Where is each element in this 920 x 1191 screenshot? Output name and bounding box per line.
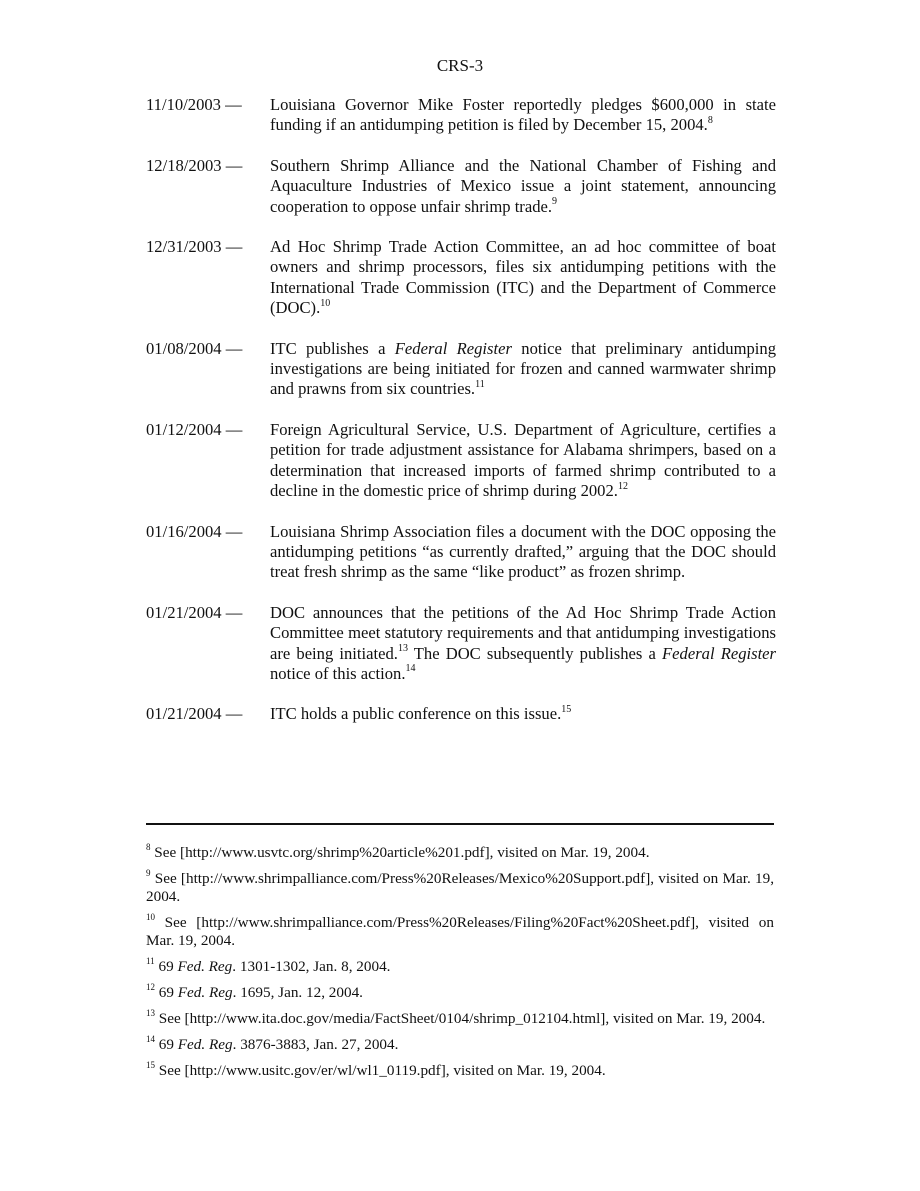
text-run: notice of this action. [270,663,406,683]
footnote-reference: 12 [617,480,628,492]
chronology-entry [146,704,776,724]
entry-text [270,339,776,400]
footnote [146,867,774,906]
text-run: DOC announces that the petitions of the Ad Hoc Shrimp Trade Action Committee meet statutory requirements and that antidumping investigations are being initiated. [270,602,776,663]
footnote-reference: 8 [707,114,713,126]
text-run: Louisiana Governor Mike Foster reportedly pledges $600,000 in state funding if an antidumping petition is filed by December 15, 2004. [270,95,776,135]
footnote-reference: 10 [320,297,331,309]
text-run: . 3876-3883, Jan. 27, 2004. [232,1036,399,1053]
entry-text [270,603,776,685]
entry-text [270,522,776,583]
italic-text: Fed. Reg [177,984,233,1001]
text-run: The DOC subsequently publishes a [407,643,663,663]
entry-date: 01/21/2004 — [146,704,243,724]
footnote [146,981,774,1002]
footnote [146,1059,774,1080]
entry-date: 01/16/2004 — [146,521,243,541]
chronology-entry [146,95,776,136]
footnote [146,955,774,976]
footnote-reference: 11 [475,378,485,390]
text-run: . 1301-1302, Jan. 8, 2004. [232,958,391,975]
text-run: Southern Shrimp Alliance and the National Chamber of Fishing and Aquaculture Industries of Mexico issue a joint statement, announcing cooperation to oppose unfair shrimp trade. [270,155,776,216]
entry-date: 01/08/2004 — [146,338,243,358]
footnote-divider [146,823,774,825]
text-run: 69 [154,958,178,975]
footnotes-section [146,841,774,1088]
entry-text [270,420,776,502]
text-run: notice that preliminary antidumping investigations are being initiated for frozen and canned warmwater shrimp and prawns from six countries. [270,338,776,399]
footnote-number: 10 [146,911,155,922]
entry-text [270,156,776,217]
entry-text [270,237,776,319]
footnote-number: 11 [146,955,155,966]
text-run: See [http://www.shrimpalliance.com/Press%20Releases/Mexico%20Support.pdf], visited on Mar. 19, 2004. [146,870,774,905]
footnote-reference: 13 [397,643,408,654]
chronology-entry [146,603,776,685]
italic-text: Fed. Reg [177,1036,233,1053]
entry-date: 01/21/2004 — [146,602,243,622]
footnote-number: 14 [146,1033,155,1044]
chronology-entry [146,237,776,319]
chronology-list [146,95,776,745]
footnote-number: 8 [146,841,151,852]
italic-text: Fed. Reg [177,958,233,975]
text-run: Foreign Agricultural Service, U.S. Department of Agriculture, certifies a petition for trade adjustment assistance for Alabama shrimpers, based on a determination that increased imports of farmed shrimp contributed to a decline in the domestic price of shrimp during 2002. [270,419,776,501]
text-run: See [http://www.shrimpalliance.com/Press%20Releases/Filing%20Fact%20Sheet.pdf], visited on Mar. 19, 2004. [146,914,774,949]
italic-text: Federal Register [662,643,776,663]
footnote-number: 13 [146,1007,155,1018]
text-run: See [http://www.ita.doc.gov/media/FactSheet/0104/shrimp_012104.html], visited on Mar. 19, 2004. [155,1010,766,1027]
text-run: 69 [155,1036,178,1053]
footnote-number: 9 [146,867,151,878]
text-run: 69 [155,984,178,1001]
entry-text [270,95,776,136]
entry-text [270,704,776,724]
chronology-entry [146,420,776,502]
footnote [146,841,774,862]
entry-date: 11/10/2003 — [146,95,242,114]
footnote [146,911,774,950]
entry-date: 12/18/2003 — [146,155,243,175]
text-run: . 1695, Jan. 12, 2004. [232,984,363,1001]
chronology-entry [146,339,776,400]
footnote-number: 15 [146,1059,155,1070]
footnote [146,1033,774,1054]
text-run: Louisiana Shrimp Association files a document with the DOC opposing the antidumping petitions “as currently drafted,” arguing that the DOC should treat fresh shrimp as the same “like product” as frozen shrimp. [270,521,776,582]
page-header: CRS-3 [436,56,484,75]
text-run: ITC holds a public conference on this issue. [270,704,562,724]
italic-text: Federal Register [394,338,512,358]
footnote [146,1007,774,1028]
footnote-reference: 15 [561,703,572,715]
chronology-entry [146,156,776,217]
chronology-entry [146,522,776,583]
entry-date: 12/31/2003 — [146,237,243,257]
text-run: ITC publishes a [270,338,395,358]
text-run: Ad Hoc Shrimp Trade Action Committee, an ad hoc committee of boat owners and shrimp processors, files six antidumping petitions with the International Trade Commission (ITC) and the Department of Commerce (DOC). [270,237,776,318]
text-run: See [http://www.usvtc.org/shrimp%20article%201.pdf], visited on Mar. 19, 2004. [150,844,650,861]
text-run: See [http://www.usitc.gov/er/wl/wl1_0119.pdf], visited on Mar. 19, 2004. [155,1062,606,1079]
footnote-reference: 9 [552,196,558,208]
footnote-reference: 14 [405,663,416,675]
entry-date: 01/12/2004 — [146,419,243,439]
footnote-number: 12 [146,981,155,992]
